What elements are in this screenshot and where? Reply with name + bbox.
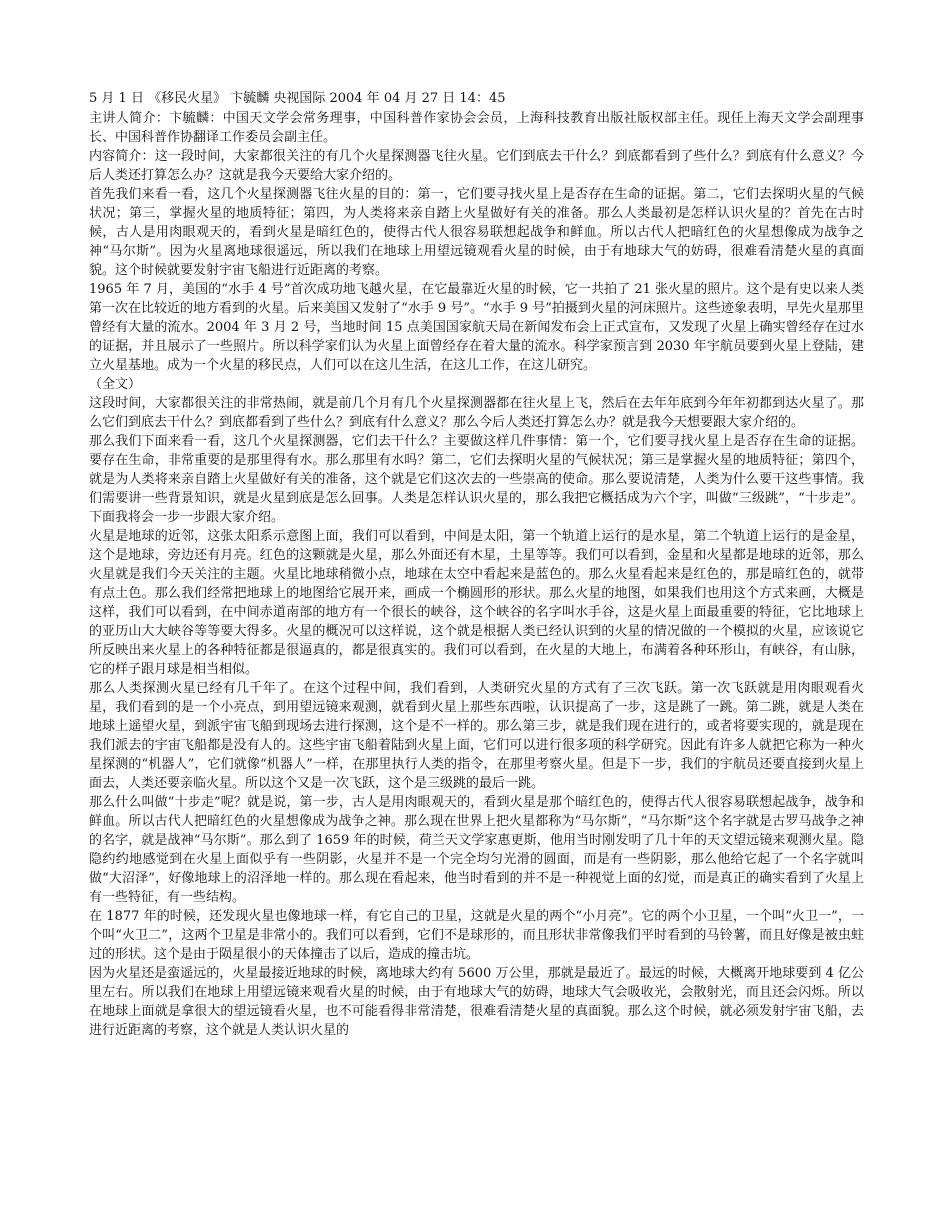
speaker-intro: 主讲人简介：卞毓麟：中国天文学会常务理事，中国科普作家协会会员，上海科技教育出版社版权部主任。现任上海天文学会副理事长、中国科普作协翻译工作委员会副主任。 xyxy=(89,111,864,145)
body-paragraph: 首先我们来看一看，这几个火星探测器飞往火星的目的：第一，它们要寻找火星上是否存在生命的证据。第二，它们去探明火星的气候状况；第三，掌握火星的地质特征；第四，为人类将来亲自踏上火星做好有关的准备。那么人类最初是怎样认识火星的？首先在古时候，古人是用肉眼观天的，看到火星是暗红色的，使得古代人很容易联想起战争和鲜血。所以古代人把暗红色的火星想像成为战争之神“马尔斯”。因为火星离地球很遥远，所以我们在地球上用望远镜观看火星的时候，由于有地球大气的妨碍，很难看清楚火星的真面貌。这个时候就要发射宇宙飞船进行近距离的考察。 xyxy=(89,187,864,278)
body-paragraph: 那么人类探测火星已经有几千年了。在这个过程中间，我们看到，人类研究火星的方式有了三次飞跃。第一次飞跃就是用肉眼观看火星，我们看到的是一个小亮点，到用望远镜来观测，就看到火星上那些东西啦，认识提高了一步，这是跳了一跳。第二跳，就是人类在地球上遥望火星，到派宇宙飞船到现场去进行探测，这个是不一样的。那么第三步，就是我们现在进行的，或者将要实现的，就是现在我们派去的宇宙飞船都是没有人的。这些宇宙飞船着陆到火星上面，它们可以进行很多项的科学研究。因此有许多人就把它称为一种火星探测的“机器人”，它们就像“机器人”一样，在那里执行人类的指令，在那里考察火星。但是下一步，我们的宇航员还要直接到火星上面去，人类还要亲临火星。所以这个又是一次飞跃，这个是三级跳的最后一跳。 xyxy=(89,681,864,791)
content-summary: 内容简介：这一段时间，大家都很关注的有几个火星探测器飞往火星。它们到底去干什么？到底都看到了些什么？到底有什么意义？今后人类还打算怎么办？这就是我今天要给大家介绍的。 xyxy=(89,149,864,183)
body-paragraph: 火星是地球的近邻，这张太阳系示意图上面，我们可以看到，中间是太阳，第一个轨道上运行的是水星，第二个轨道上运行的是金星，这个是地球，旁边还有月亮。红色的这颗就是火星，那么外面还有木星，土星等等。我们可以看到，金星和火星都是地球的近邻，那么火星就是我们今天关注的主题。火星比地球稍微小点，地球在太空中看起来是蓝色的。那么火星看起来是红色的，那是暗红色的，就带有点土色。那么我们经常把地球上的地图给它展开来，画成一个椭圆形的形状。那么火星的地图，如果我们也用这个方式来画，大概是这样，我们可以看到，在中间赤道南部的地方有一个很长的峡谷，这个峡谷的名字叫水手谷，这是火星上面最重要的特征，它比地球上的亚历山大大峡谷等等要大得多。火星的概况可以这样说，这个就是根据人类已经认识到的火星的情况做的一个模拟的火星，应该说它所反映出来火星上的各种特征都是很逼真的，都是很真实的。我们可以看到，在火星的大地上，布满着各种环形山，有峡谷，有山脉，它的样子跟月球是相当相似。 xyxy=(89,529,864,677)
body-paragraph: 那么什么叫做“十步走”呢？就是说，第一步，古人是用肉眼观天的，看到火星是那个暗红色的，使得古代人很容易联想起战争，战争和鲜血。所以古代人把暗红色的火星想像成为战争之神。那么现在世界上把火星都称为“马尔斯”，“马尔斯”这个名字就是古罗马战争之神的名字，就是战神“马尔斯”。那么到了 1659 年的时候，荷兰天文学家惠更斯，他用当时刚发明了几十年的天文望远镜来观测火星。隐隐约约地感觉到在火星上面似乎有一些阴影，火星并不是一个完全均匀光滑的圆面，而是有一些阴影，那么他给它起了一个名字就叫做“大沼泽”，好像地球上的沼泽地一样的。那么现在看起来，他当时看到的并不是一种视觉上面的幻觉，而是真正的确实看到了火星上有一些特征，有一些结构。 xyxy=(89,795,864,905)
body-paragraph: 那么我们下面来看一看，这几个火星探测器，它们去干什么？主要做这样几件事情：第一个，它们要寻找火星上是否存在生命的证据。要存在生命，非常重要的是那里得有水。那么那里有水吗？第二，它们去探明火星的气候状况；第三是掌握火星的地质特征；第四个，就是为人类将来亲自踏上火星做好有关的准备，这个就是它们这次去的一些崇高的使命。那么要说清楚，人类为什么要干这些事情。我们需要讲一些背景知识，就是火星到底是怎么回事。人类是怎样认识火星的，那么我把它概括成为六个字，叫做“三级跳”，“十步走”。下面我将会一步一步跟大家介绍。 xyxy=(89,434,864,525)
full-text-marker: （全文） xyxy=(89,377,142,392)
body-paragraph: 1965 年 7 月，美国的“水手 4 号”首次成功地飞越火星，在它最靠近火星的时候，它一共拍了 21 张火星的照片。这个是有史以来人类第一次在比较近的地方看到的火星。后来美国又发射了“水手 9 号”。“水手 9 号”拍摄到火星的河床照片。这些迹象表明，早先火星那里曾经有大量的流水。2004 年 3 月 2 号，当地时间 15 点美国国家航天局在新闻发布会上正式宣布，又发现了火星上确实曾经存在过水的证据，并且展示了一些照片。所以科学家们认为火星上面曾经存在着大量的流水。科学家预言到 2030 年宇航员要到火星上登陆，建立火星基地。成为一个火星的移民点，人们可以在这儿生活，在这儿工作，在这儿研究。 xyxy=(89,282,864,373)
article-header: 5 月 1 日 《移民火星》 卞毓麟 央视国际 2004 年 04 月 27 日 14：45 xyxy=(89,91,506,106)
body-paragraph: 这段时间，大家都很关注的非常热闹，就是前几个月有几个火星探测器都在往火星上飞，然后在去年年底到今年年初都到达火星了。那么它们到底去干什么？到底都看到了些什么？到底有什么意义？那么今后人类还打算怎么办？就是我今天想要跟大家介绍的。 xyxy=(89,396,864,430)
body-paragraph: 在 1877 年的时候，还发现火星也像地球一样，有它自己的卫星，这就是火星的两个“小月亮”。它的两个小卫星，一个叫“火卫一”，一个叫“火卫二”，这两个卫星是非常小的。我们可以看到，它们不是球形的，而且形状非常像我们平时看到的马铃薯，而且好像是被虫蛀过的形状。这个是由于陨星很小的天体撞击了以后，造成的撞击坑。 xyxy=(89,909,864,962)
document-page xyxy=(89,89,864,1040)
body-paragraph: 因为火星还是蛮遥远的，火星最接近地球的时候，离地球大约有 5600 万公里，那就是最近了。最远的时候，大概离开地球要到 4 亿公里左右。所以我们在地球上用望远镜来观看火星的时候，由于有地球大气的妨碍，地球大气会吸收光，会散射光，而且还会闪烁。所以在地球上面就是拿很大的望远镜看火星，也不可能看得非常清楚，很难看清楚火星的真面貌。那么这个时候，就必须发射宇宙飞船，去进行近距离的考察，这个就是人类认识火星的 xyxy=(89,966,864,1038)
